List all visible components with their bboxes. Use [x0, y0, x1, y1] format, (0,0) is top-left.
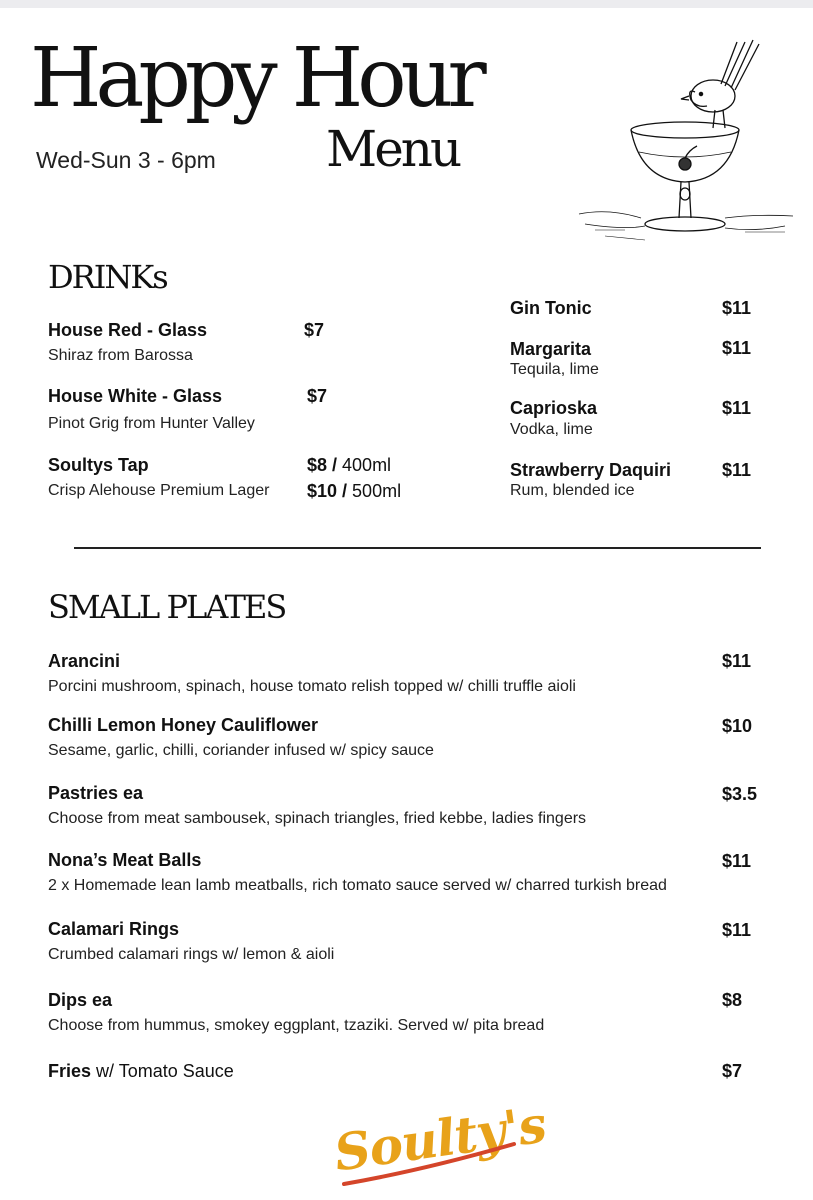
opening-hours: Wed-Sun 3 - 6pm	[36, 147, 216, 173]
item-name: Chilli Lemon Honey Cauliflower	[48, 715, 319, 735]
drink-price-400ml	[307, 455, 391, 476]
drink-desc: Rum, blended ice	[510, 482, 635, 499]
drink-price: $11	[722, 398, 752, 418]
price-value: $8 /	[307, 455, 338, 475]
drink-desc: Crisp Alehouse Premium Lager	[48, 482, 270, 499]
small-plates-heading: SMALL PLATES	[48, 588, 286, 626]
item-price: $10	[722, 716, 753, 736]
item-price: $8	[722, 990, 743, 1010]
item-name	[48, 1061, 234, 1082]
volume-label: 500ml	[347, 481, 402, 501]
item-name-suffix: w/ Tomato Sauce	[91, 1061, 234, 1081]
item-name-main: Fries	[48, 1061, 92, 1081]
item-name: Calamari Rings	[48, 919, 180, 939]
volume-label: 400ml	[337, 455, 392, 475]
soultys-logo	[326, 1092, 550, 1192]
item-desc: Choose from meat sambousek, spinach triangles, fried kebbe, ladies fingers	[48, 810, 587, 827]
page-title: Happy Hour	[30, 31, 481, 126]
item-desc: Sesame, garlic, chilli, coriander infused w/ spicy sauce	[48, 742, 434, 759]
item-desc: Porcini mushroom, spinach, house tomato relish topped w/ chilli truffle aioli	[48, 678, 576, 695]
section-divider	[74, 547, 761, 549]
page-subtitle: Menu	[326, 120, 460, 178]
price-value: $10 /	[307, 481, 348, 501]
drink-price: $7	[307, 386, 328, 406]
drinks-heading: DRINKs	[48, 258, 167, 296]
drink-price: $11	[722, 338, 752, 358]
drink-name: Gin Tonic	[510, 298, 592, 318]
item-price: $7	[722, 1061, 743, 1081]
drink-name: Margarita	[510, 339, 592, 359]
item-desc: 2 x Homemade lean lamb meatballs, rich tomato sauce served w/ charred turkish bread	[48, 877, 667, 894]
item-desc: Crumbed calamari rings w/ lemon & aioli	[48, 946, 335, 963]
drink-name: Strawberry Daquiri	[510, 460, 672, 480]
top-bar	[0, 0, 813, 8]
bird-cocktail-illustration	[575, 34, 797, 244]
drink-desc: Tequila, lime	[510, 361, 599, 378]
drink-desc: Shiraz from Barossa	[48, 347, 193, 364]
drink-price: $11	[722, 298, 752, 318]
drink-name: House White - Glass	[48, 386, 223, 406]
item-price: $11	[722, 651, 752, 671]
drink-price-500ml	[307, 481, 401, 502]
drink-name: House Red - Glass	[48, 320, 208, 340]
item-name: Nona’s Meat Balls	[48, 850, 202, 870]
drink-price: $11	[722, 460, 752, 480]
item-name: Arancini	[48, 651, 121, 671]
svg-text:Soulty's: Soulty's	[330, 1094, 550, 1183]
item-name: Pastries ea	[48, 783, 144, 803]
item-price: $11	[722, 851, 752, 871]
item-price: $3.5	[722, 784, 758, 804]
drink-name: Caprioska	[510, 398, 598, 418]
item-price: $11	[722, 920, 752, 940]
drink-desc: Vodka, lime	[510, 421, 593, 438]
item-desc: Choose from hummus, smokey eggplant, tzaziki. Served w/ pita bread	[48, 1017, 545, 1034]
drink-price: $7	[304, 320, 325, 340]
drink-desc: Pinot Grig from Hunter Valley	[48, 415, 255, 432]
item-name: Dips ea	[48, 990, 113, 1010]
drink-name: Soultys Tap	[48, 455, 149, 475]
